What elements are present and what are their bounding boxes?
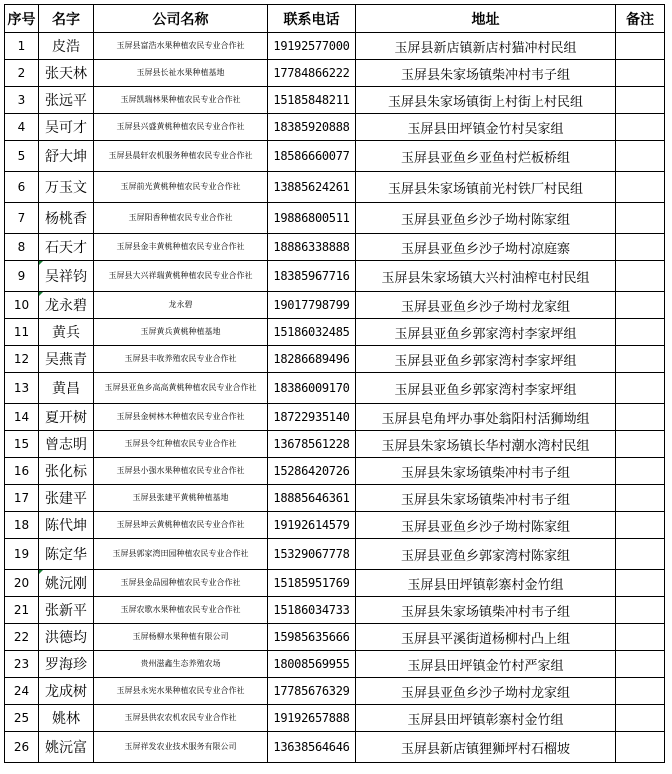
cell-remark[interactable] — [616, 87, 665, 114]
cell-company[interactable]: 玉屏祥发农业技术服务有限公司 — [94, 732, 268, 763]
header-remark[interactable]: 备注 — [616, 5, 665, 33]
table-row — [5, 512, 665, 539]
cell-phone[interactable]: 13885624261 — [268, 172, 356, 203]
cell-address[interactable]: 玉屏县皂角坪办事处翁阳村活狮坳组 — [356, 404, 616, 431]
cell-remark[interactable] — [616, 346, 665, 373]
cell-name[interactable]: 罗海珍 — [39, 651, 94, 678]
cell-company[interactable]: 玉屏县大兴祥瑞黄桃种植农民专业合作社 — [94, 261, 268, 292]
cell-seq[interactable]: 19 — [5, 539, 39, 570]
cell-company[interactable]: 玉屏县小强水果种植农民专业合作社 — [94, 458, 268, 485]
cell-company[interactable]: 玉屏县金品园种植农民专业合作社 — [94, 570, 268, 597]
table-row — [5, 319, 665, 346]
header-phone[interactable]: 联系电话 — [268, 5, 356, 33]
cell-address[interactable]: 玉屏县新店镇新店村猫冲村民组 — [356, 33, 616, 60]
cell-address[interactable]: 玉屏县朱家场镇街上村街上村民组 — [356, 87, 616, 114]
cell-company[interactable]: 玉屏县供农农机农民专业合作社 — [94, 705, 268, 732]
table-row — [5, 705, 665, 732]
cell-seq[interactable]: 10 — [5, 292, 39, 319]
cell-company[interactable]: 玉屏县金树林木种植农民专业合作社 — [94, 404, 268, 431]
cell-address[interactable]: 玉屏县亚鱼乡郭家湾村李家坪组 — [356, 373, 616, 404]
cell-remark[interactable] — [616, 539, 665, 570]
table-row — [5, 624, 665, 651]
table-row — [5, 114, 665, 141]
cell-name[interactable]: 黄昌 — [39, 373, 94, 404]
farm-cooperative-table — [4, 4, 665, 763]
cell-remark[interactable] — [616, 234, 665, 261]
cell-address[interactable]: 玉屏县田坪镇金竹村严家组 — [356, 651, 616, 678]
table-row — [5, 373, 665, 404]
cell-seq[interactable]: 9 — [5, 261, 39, 292]
table-row — [5, 597, 665, 624]
cell-name[interactable]: 曾志明 — [39, 431, 94, 458]
cell-seq[interactable]: 8 — [5, 234, 39, 261]
table-row — [5, 539, 665, 570]
cell-company[interactable]: 玉屏县兴盛黄桃种植农民专业合作社 — [94, 114, 268, 141]
cell-company[interactable]: 玉屏县金丰黄桃种植农民专业合作社 — [94, 234, 268, 261]
cell-company[interactable]: 玉屏黄兵黄桃种植基地 — [94, 319, 268, 346]
cell-address[interactable]: 玉屏县朱家场镇大兴村油榨屯村民组 — [356, 261, 616, 292]
cell-name[interactable]: 夏开树 — [39, 404, 94, 431]
cell-remark[interactable] — [616, 678, 665, 705]
cell-company[interactable]: 玉屏县永宪水果种植农民专业合作社 — [94, 678, 268, 705]
cell-name[interactable]: 姚林 — [39, 705, 94, 732]
table-row — [5, 172, 665, 203]
table-row — [5, 678, 665, 705]
cell-company[interactable]: 贵州滋鑫生态养殖农场 — [94, 651, 268, 678]
cell-seq[interactable]: 17 — [5, 485, 39, 512]
cell-seq[interactable]: 11 — [5, 319, 39, 346]
cell-name[interactable]: 舒大坤 — [39, 141, 94, 172]
cell-remark[interactable] — [616, 458, 665, 485]
cell-address[interactable]: 玉屏县朱家场镇柴冲村韦子组 — [356, 60, 616, 87]
cell-company[interactable]: 玉屏县富浩水果种植农民专业合作社 — [94, 33, 268, 60]
cell-phone[interactable]: 18008569955 — [268, 651, 356, 678]
cell-remark[interactable] — [616, 33, 665, 60]
cell-phone[interactable]: 13638564646 — [268, 732, 356, 763]
cell-seq[interactable]: 22 — [5, 624, 39, 651]
cell-address[interactable]: 玉屏县亚鱼乡沙子坳村陈家组 — [356, 512, 616, 539]
cell-company[interactable]: 玉屏县令红种植农民专业合作社 — [94, 431, 268, 458]
cell-remark[interactable] — [616, 570, 665, 597]
cell-seq[interactable]: 18 — [5, 512, 39, 539]
cell-remark[interactable] — [616, 485, 665, 512]
cell-seq[interactable]: 12 — [5, 346, 39, 373]
cell-phone[interactable]: 15186034733 — [268, 597, 356, 624]
cell-seq[interactable]: 4 — [5, 114, 39, 141]
cell-phone[interactable]: 18385967716 — [268, 261, 356, 292]
cell-company[interactable]: 玉屏县晨轩农机服务种植农民专业合作社 — [94, 141, 268, 172]
cell-remark[interactable] — [616, 319, 665, 346]
cell-seq[interactable]: 1 — [5, 33, 39, 60]
table-row — [5, 87, 665, 114]
cell-name[interactable]: 吴可才 — [39, 114, 94, 141]
cell-address[interactable]: 玉屏县田坪镇金竹村吴家组 — [356, 114, 616, 141]
cell-name[interactable]: 张远平 — [39, 87, 94, 114]
cell-address[interactable]: 玉屏县亚鱼乡沙子坳村陈家组 — [356, 203, 616, 234]
cell-remark[interactable] — [616, 373, 665, 404]
cell-seq[interactable]: 16 — [5, 458, 39, 485]
cell-phone[interactable]: 17785676329 — [268, 678, 356, 705]
cell-company[interactable]: 玉屏阳香种植农民专业合作社 — [94, 203, 268, 234]
cell-seq[interactable]: 21 — [5, 597, 39, 624]
cell-name[interactable]: 黄兵 — [39, 319, 94, 346]
table-row — [5, 292, 665, 319]
table-body — [5, 33, 665, 763]
cell-name[interactable]: 洪德均 — [39, 624, 94, 651]
cell-remark[interactable] — [616, 172, 665, 203]
cell-name[interactable]: 杨桃香 — [39, 203, 94, 234]
cell-phone[interactable]: 18722935140 — [268, 404, 356, 431]
cell-name[interactable]: 龙成树 — [39, 678, 94, 705]
cell-seq[interactable]: 20 — [5, 570, 39, 597]
cell-name[interactable]: 张新平 — [39, 597, 94, 624]
table-row — [5, 60, 665, 87]
cell-name[interactable]: 陈定华 — [39, 539, 94, 570]
cell-seq[interactable]: 3 — [5, 87, 39, 114]
cell-name[interactable]: 姚沅刚 — [39, 570, 94, 597]
cell-phone[interactable]: 15329067778 — [268, 539, 356, 570]
cell-phone[interactable]: 15286420726 — [268, 458, 356, 485]
cell-phone[interactable]: 18586660077 — [268, 141, 356, 172]
cell-phone[interactable]: 19192577000 — [268, 33, 356, 60]
cell-name[interactable]: 龙永碧 — [39, 292, 94, 319]
cell-name[interactable]: 张天林 — [39, 60, 94, 87]
cell-seq[interactable]: 24 — [5, 678, 39, 705]
cell-name[interactable]: 张化标 — [39, 458, 94, 485]
cell-address[interactable]: 玉屏县朱家场镇柴冲村韦子组 — [356, 597, 616, 624]
spreadsheet — [4, 4, 665, 763]
cell-seq[interactable]: 2 — [5, 60, 39, 87]
cell-company[interactable]: 玉屏杨柳水果种植有限公司 — [94, 624, 268, 651]
table-row — [5, 732, 665, 763]
cell-company[interactable]: 玉屏县张建平黄桃种植基地 — [94, 485, 268, 512]
table-row — [5, 458, 665, 485]
header-seq[interactable]: 序号 — [5, 5, 39, 33]
cell-phone[interactable]: 17784866222 — [268, 60, 356, 87]
cell-name[interactable]: 万玉文 — [39, 172, 94, 203]
cell-seq[interactable]: 14 — [5, 404, 39, 431]
cell-seq[interactable]: 26 — [5, 732, 39, 763]
cell-remark[interactable] — [616, 732, 665, 763]
cell-company[interactable]: 玉屏县坤云黄桃种植农民专业合作社 — [94, 512, 268, 539]
header-row — [5, 5, 665, 33]
cell-phone[interactable]: 15185951769 — [268, 570, 356, 597]
table-row — [5, 431, 665, 458]
cell-seq[interactable]: 15 — [5, 431, 39, 458]
cell-name[interactable]: 姚沅富 — [39, 732, 94, 763]
cell-remark[interactable] — [616, 292, 665, 319]
cell-remark[interactable] — [616, 60, 665, 87]
cell-address[interactable]: 玉屏县朱家场镇长华村潮水湾村民组 — [356, 431, 616, 458]
table-row — [5, 346, 665, 373]
cell-remark[interactable] — [616, 114, 665, 141]
header-name[interactable]: 名字 — [39, 5, 94, 33]
cell-remark[interactable] — [616, 597, 665, 624]
table-row — [5, 33, 665, 60]
cell-phone[interactable]: 15186032485 — [268, 319, 356, 346]
cell-remark[interactable] — [616, 261, 665, 292]
cell-name[interactable]: 吴燕青 — [39, 346, 94, 373]
cell-address[interactable]: 玉屏县亚鱼乡沙子坳村龙家组 — [356, 678, 616, 705]
cell-address[interactable]: 玉屏县亚鱼乡郭家湾村李家坪组 — [356, 346, 616, 373]
cell-address[interactable]: 玉屏县亚鱼乡沙子坳村龙家组 — [356, 292, 616, 319]
cell-address[interactable]: 玉屏县新店镇狸狮坪村石榴坡 — [356, 732, 616, 763]
cell-company[interactable]: 玉屏县丰收养殖农民专业合作社 — [94, 346, 268, 373]
cell-phone[interactable]: 19886800511 — [268, 203, 356, 234]
cell-company[interactable]: 龙永碧 — [94, 292, 268, 319]
cell-address[interactable]: 玉屏县平溪街道杨柳村凸上组 — [356, 624, 616, 651]
cell-address[interactable]: 玉屏县朱家场镇柴冲村韦子组 — [356, 485, 616, 512]
cell-company[interactable]: 玉屏农歌水果种植农民专业合作社 — [94, 597, 268, 624]
cell-seq[interactable]: 25 — [5, 705, 39, 732]
cell-remark[interactable] — [616, 512, 665, 539]
cell-remark[interactable] — [616, 431, 665, 458]
table-row — [5, 570, 665, 597]
table-row — [5, 404, 665, 431]
cell-phone[interactable]: 19192657888 — [268, 705, 356, 732]
header-address[interactable]: 地址 — [356, 5, 616, 33]
cell-phone[interactable]: 13678561228 — [268, 431, 356, 458]
cell-address[interactable]: 玉屏县亚鱼乡郭家湾村陈家组 — [356, 539, 616, 570]
cell-seq[interactable]: 23 — [5, 651, 39, 678]
cell-phone[interactable]: 19192614579 — [268, 512, 356, 539]
cell-seq[interactable]: 7 — [5, 203, 39, 234]
cell-remark[interactable] — [616, 705, 665, 732]
table-row — [5, 651, 665, 678]
cell-address[interactable]: 玉屏县田坪镇彰寨村金竹组 — [356, 705, 616, 732]
cell-name[interactable]: 张建平 — [39, 485, 94, 512]
table-row — [5, 141, 665, 172]
cell-phone[interactable]: 18386009170 — [268, 373, 356, 404]
cell-address[interactable]: 玉屏县亚鱼乡郭家湾村李家坪组 — [356, 319, 616, 346]
cell-name[interactable]: 石天才 — [39, 234, 94, 261]
cell-name[interactable]: 皮浩 — [39, 33, 94, 60]
cell-seq[interactable]: 5 — [5, 141, 39, 172]
cell-remark[interactable] — [616, 651, 665, 678]
cell-company[interactable]: 玉屏前光黄桃种植农民专业合作社 — [94, 172, 268, 203]
cell-address[interactable]: 玉屏县亚鱼乡沙子坳村凉庭寨 — [356, 234, 616, 261]
cell-name[interactable]: 陈代坤 — [39, 512, 94, 539]
table-row — [5, 485, 665, 512]
cell-phone[interactable]: 18886338888 — [268, 234, 356, 261]
table-row — [5, 261, 665, 292]
cell-phone[interactable]: 15185848211 — [268, 87, 356, 114]
cell-phone[interactable]: 19017798799 — [268, 292, 356, 319]
cell-seq[interactable]: 13 — [5, 373, 39, 404]
cell-company[interactable]: 玉屏凯瑞林果种植农民专业合作社 — [94, 87, 268, 114]
header-company[interactable]: 公司名称 — [94, 5, 268, 33]
cell-phone[interactable]: 18385920888 — [268, 114, 356, 141]
cell-seq[interactable]: 6 — [5, 172, 39, 203]
cell-name[interactable]: 吴祥钧 — [39, 261, 94, 292]
cell-company[interactable]: 玉屏县亚鱼乡高高黄桃种植农民专业合作社 — [94, 373, 268, 404]
table-row — [5, 234, 665, 261]
cell-phone[interactable]: 15985635666 — [268, 624, 356, 651]
cell-address[interactable]: 玉屏县田坪镇彰寨村金竹组 — [356, 570, 616, 597]
cell-address[interactable]: 玉屏县朱家场镇前光村铁厂村民组 — [356, 172, 616, 203]
cell-remark[interactable] — [616, 203, 665, 234]
cell-phone[interactable]: 18286689496 — [268, 346, 356, 373]
cell-company[interactable]: 玉屏县长祉水果种植基地 — [94, 60, 268, 87]
cell-company[interactable]: 玉屏县郭家湾田园种植农民专业合作社 — [94, 539, 268, 570]
cell-remark[interactable] — [616, 141, 665, 172]
cell-phone[interactable]: 18885646361 — [268, 485, 356, 512]
cell-address[interactable]: 玉屏县朱家场镇柴冲村韦子组 — [356, 458, 616, 485]
table-row — [5, 203, 665, 234]
cell-remark[interactable] — [616, 404, 665, 431]
cell-address[interactable]: 玉屏县亚鱼乡亚鱼村烂板桥组 — [356, 141, 616, 172]
cell-remark[interactable] — [616, 624, 665, 651]
